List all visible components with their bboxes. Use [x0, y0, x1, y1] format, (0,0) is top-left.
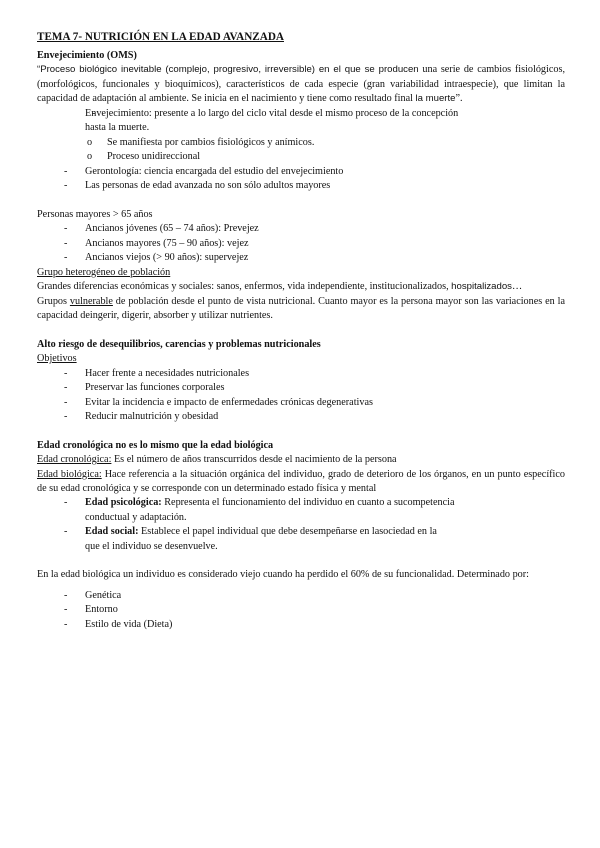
determinantes-list — [37, 589, 565, 632]
list-item: - Las personas de edad avanzada no son sólo adultos mayores — [37, 179, 565, 193]
ancianos-list — [37, 222, 565, 265]
sub-list-item: o Se manifiesta por cambios fisiológicos y anímicos. — [37, 136, 565, 150]
list-item-continuation: que el individuo se desenvuelve. — [85, 540, 218, 552]
list-item: - Genética — [37, 589, 565, 603]
list-item: - Hacer frente a necesidades nutricionales — [37, 367, 565, 381]
term-text: Hace referencia a la situación orgánica del individuo, grado de deterioro de los órganos, en un punto específico de su edad cronológica y se corresponde con un determinado estado física y mental — [37, 468, 565, 494]
list-item — [37, 496, 565, 525]
quote-close: ”. — [455, 93, 463, 105]
term-label: Edad cronológica: — [37, 454, 112, 466]
grupo-heterogeneo-heading: Grupo heterogéneo de población — [37, 266, 171, 278]
text-run: vulnerable — [69, 295, 113, 307]
term-label: Edad social: — [85, 526, 139, 538]
text-run: Grupos — [37, 295, 70, 307]
edad-biologica-text — [37, 468, 565, 497]
grupo-vulnerable-text — [37, 295, 565, 324]
list-item: - Entorno — [37, 603, 565, 617]
edades-list — [37, 496, 565, 554]
term-label: Edad psicológica: — [85, 497, 162, 509]
list-item: - Evitar la incidencia e impacto de enfermedades crónicas degenerativas — [37, 396, 565, 410]
text-run: … — [511, 281, 523, 293]
objetivos-list — [37, 367, 565, 425]
edad-biologica-summary: En la edad biológica un individuo es considerado viejo cuando ha perdido el 60% de su funcionalidad. Determinado por: — [37, 569, 529, 581]
quote-start: “Proceso biológico inevitable (complejo, progresivo, irreversible) en el que se producen — [37, 64, 419, 76]
quote-body: una serie de cambios fisiológicos, (morfológicos, funcionales y bioquímicos), característicos de cada especie (gran variabilidad intraespecie), que limitan la capacidad de adaptación al ambiente. Se inicia en el nacimiento y tiene como resultado final — [37, 64, 565, 105]
text-run: Grandes diferencias económicas y sociales: sanos, enfermos, vida independiente, institucionalizados, — [37, 281, 452, 293]
term-text: Representa el funcionamiento del individuo en cuanto a sucompetencia — [161, 497, 455, 509]
document-page — [37, 30, 565, 632]
personas-mayores-intro: Personas mayores > 65 años — [37, 208, 153, 220]
term-text: Es el número de años transcurridos desde el nacimiento de la persona — [111, 454, 397, 466]
section-heading-riesgo: Alto riesgo de desequilibrios, carencias y problemas nutricionales — [37, 338, 321, 350]
edad-cronologica-text — [37, 453, 565, 467]
section-heading-edad: Edad cronológica no es lo mismo que la edad biológica — [37, 439, 274, 451]
list-item: - Gerontología: ciencia encargada del estudio del envejecimiento — [37, 165, 565, 179]
list-item-text: Envejecimiento: presente a lo largo del ciclo vital desde el mismo proceso de la concepción — [85, 107, 459, 119]
list-item — [37, 525, 565, 554]
list-item: - Estilo de vida (Dieta) — [37, 618, 565, 632]
quote-end-word: la muerte — [415, 93, 456, 105]
list-item-continuation: hasta la muerte. — [85, 122, 150, 134]
list-item: - Ancianos jóvenes (65 – 74 años): Prevejez — [37, 222, 565, 236]
term-label: Edad biológica: — [37, 468, 102, 480]
term-text: Establece el papel individual que debe desempeñarse en lasociedad en la — [138, 526, 437, 538]
envejecimiento-list — [37, 107, 565, 194]
text-run: de población desde el punto de vista nutricional. Cuanto mayor es la persona mayor son las variaciones en la capacidad deingerir, digerir, absorber y utilizar nutrientes. — [37, 295, 565, 322]
list-item: - Ancianos viejos (> 90 años): supervejez — [37, 251, 565, 265]
list-item — [37, 107, 565, 136]
section-heading-envejecimiento: Envejecimiento (OMS) — [37, 49, 137, 61]
grupo-heterogeneo-text — [37, 280, 565, 294]
objetivos-heading: Objetivos — [37, 353, 77, 365]
list-item: - Preservar las funciones corporales — [37, 381, 565, 395]
page-title: TEMA 7- NUTRICIÓN EN LA EDAD AVANZADA — [37, 31, 284, 43]
list-item: - Ancianos mayores (75 – 90 años): vejez — [37, 237, 565, 251]
sub-list-item: o Proceso unidireccional — [37, 150, 565, 164]
list-item: - Reducir malnutrición y obesidad — [37, 410, 565, 424]
text-run: hospitalizados — [451, 281, 512, 293]
list-item-continuation: conductual y adaptación. — [85, 511, 187, 523]
oms-definition — [37, 63, 565, 106]
